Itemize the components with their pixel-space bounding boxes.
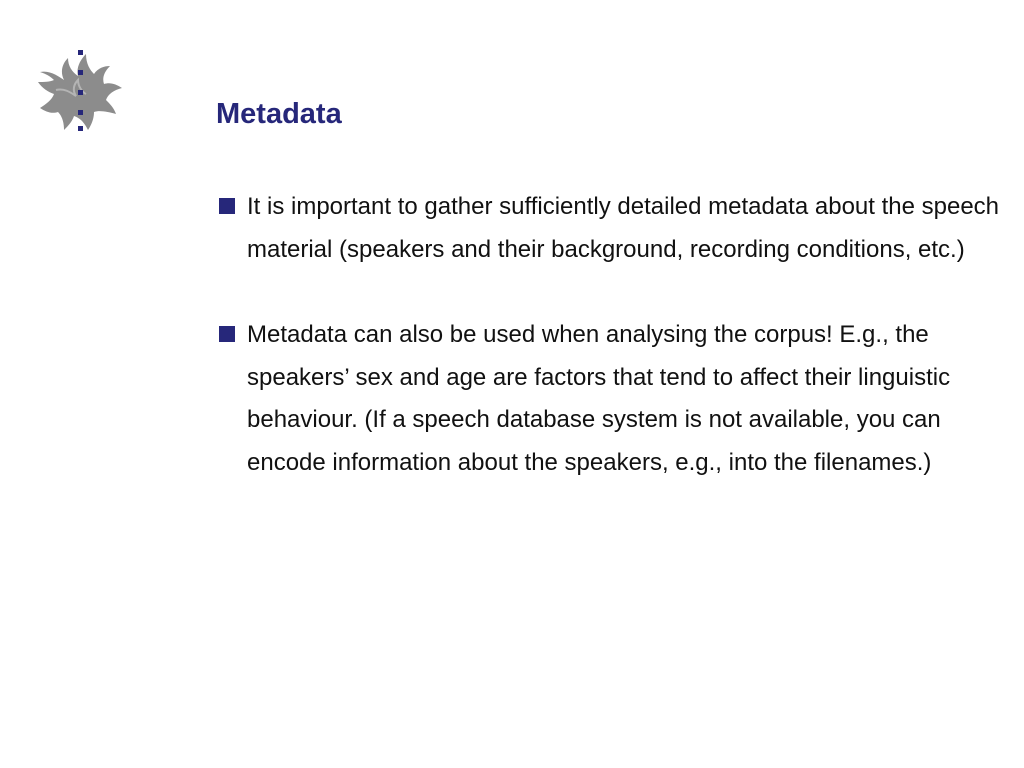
slide-title: Metadata — [216, 98, 342, 130]
square-bullet-icon — [219, 198, 235, 214]
bullet-item — [216, 186, 1006, 271]
square-bullet-icon — [219, 326, 235, 342]
bullet-text: It is important to gather sufficiently detailed metadata about the speech material (speakers and their background, recording conditions, etc.) — [247, 193, 1000, 263]
bullet-text: Metadata can also be used when analysing the corpus! E.g., the speakers’ sex and age are factors that tend to affect their linguistic behaviour. (If a speech database system is not available, you can encode information about the speakers, e.g., into the filenames.) — [247, 321, 951, 476]
bullet-item — [216, 314, 1006, 484]
flame-logo-icon — [36, 50, 126, 136]
bullet-list — [216, 186, 1006, 485]
